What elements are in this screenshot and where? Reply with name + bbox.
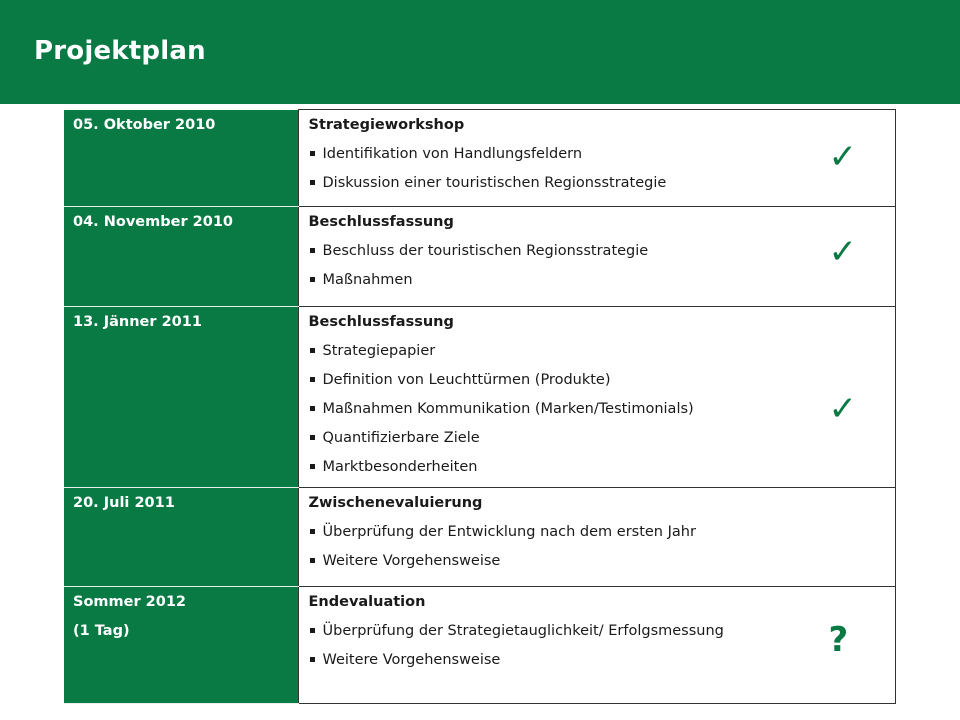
milestone-cell [298, 207, 896, 307]
milestone-title: Beschlussfassung [308, 214, 454, 230]
milestone-title: Beschlussfassung [308, 314, 454, 330]
checkmark-icon: ✓ [828, 232, 857, 272]
project-plan-table [64, 109, 896, 704]
list-item-text: Maßnahmen [322, 272, 413, 288]
list-item-text: Maßnahmen Kommunikation (Marken/Testimonials) [322, 401, 694, 417]
question-mark-icon: ? [828, 620, 849, 660]
square-bullet-icon [310, 406, 315, 411]
date-cell [64, 110, 298, 207]
square-bullet-icon [310, 657, 315, 662]
list-item [309, 174, 896, 203]
square-bullet-icon [310, 277, 315, 282]
list-item [309, 242, 896, 271]
list-item [309, 651, 896, 680]
header-bar [0, 0, 960, 104]
list-item-text: Quantifizierbare Ziele [322, 430, 480, 446]
milestone-cell [298, 488, 896, 587]
list-item-text: Weitere Vorgehensweise [322, 553, 501, 569]
list-item [309, 342, 896, 371]
milestone-items [309, 342, 896, 487]
milestone-title: Endevaluation [308, 594, 426, 610]
milestone-items [309, 622, 896, 680]
square-bullet-icon [310, 464, 315, 469]
plan-row [64, 207, 896, 307]
milestone-title: Zwischenevaluierung [308, 495, 483, 511]
page-title: Projektplan [34, 36, 206, 66]
plan-row [64, 488, 896, 587]
square-bullet-icon [310, 348, 315, 353]
square-bullet-icon [310, 180, 315, 185]
milestone-items [309, 145, 896, 203]
checkmark-icon: ✓ [828, 137, 857, 177]
list-item [309, 400, 896, 429]
date-label: 13. Jänner 2011 [73, 314, 202, 330]
milestone-items [309, 242, 896, 300]
milestone-cell [298, 110, 896, 207]
date-label: 20. Juli 2011 [73, 495, 175, 511]
list-item-text: Identifikation von Handlungsfeldern [322, 146, 583, 162]
milestone-cell [298, 587, 896, 704]
list-item [309, 429, 896, 458]
list-item [309, 458, 896, 487]
list-item [309, 523, 896, 552]
square-bullet-icon [310, 558, 315, 563]
date-cell [64, 587, 298, 704]
square-bullet-icon [310, 377, 315, 382]
milestone-title: Strategieworkshop [308, 117, 465, 133]
checkmark-icon: ✓ [828, 389, 857, 429]
list-item-text: Strategiepapier [322, 343, 436, 359]
plan-row [64, 307, 896, 488]
date-label: Sommer 2012 [73, 594, 187, 610]
square-bullet-icon [310, 248, 315, 253]
date-cell [64, 307, 298, 488]
plan-row [64, 587, 896, 704]
list-item [309, 145, 896, 174]
list-item-text: Marktbesonderheiten [322, 459, 478, 475]
list-item [309, 371, 896, 400]
list-item-text: Definition von Leuchttürmen (Produkte) [322, 372, 611, 388]
square-bullet-icon [310, 529, 315, 534]
list-item-text: Überprüfung der Strategietauglichkeit/ Erfolgsmessung [322, 623, 724, 639]
date-cell [64, 207, 298, 307]
date-label: 05. Oktober 2010 [73, 116, 216, 133]
list-item-text: Überprüfung der Entwicklung nach dem ersten Jahr [322, 524, 696, 540]
date-label: 04. November 2010 [73, 214, 233, 230]
list-item [309, 622, 896, 651]
list-item-text: Beschluss der touristischen Regionsstrategie [322, 243, 649, 259]
milestone-items [309, 523, 896, 581]
list-item-text: Weitere Vorgehensweise [322, 652, 501, 668]
list-item [309, 271, 896, 300]
milestone-cell [298, 307, 896, 488]
date-label: (1 Tag) [73, 623, 130, 639]
date-cell [64, 488, 298, 587]
square-bullet-icon [310, 628, 315, 633]
plan-row [64, 110, 896, 207]
list-item [309, 552, 896, 581]
square-bullet-icon [310, 151, 315, 156]
square-bullet-icon [310, 435, 315, 440]
list-item-text: Diskussion einer touristischen Regionsstrategie [322, 175, 667, 191]
